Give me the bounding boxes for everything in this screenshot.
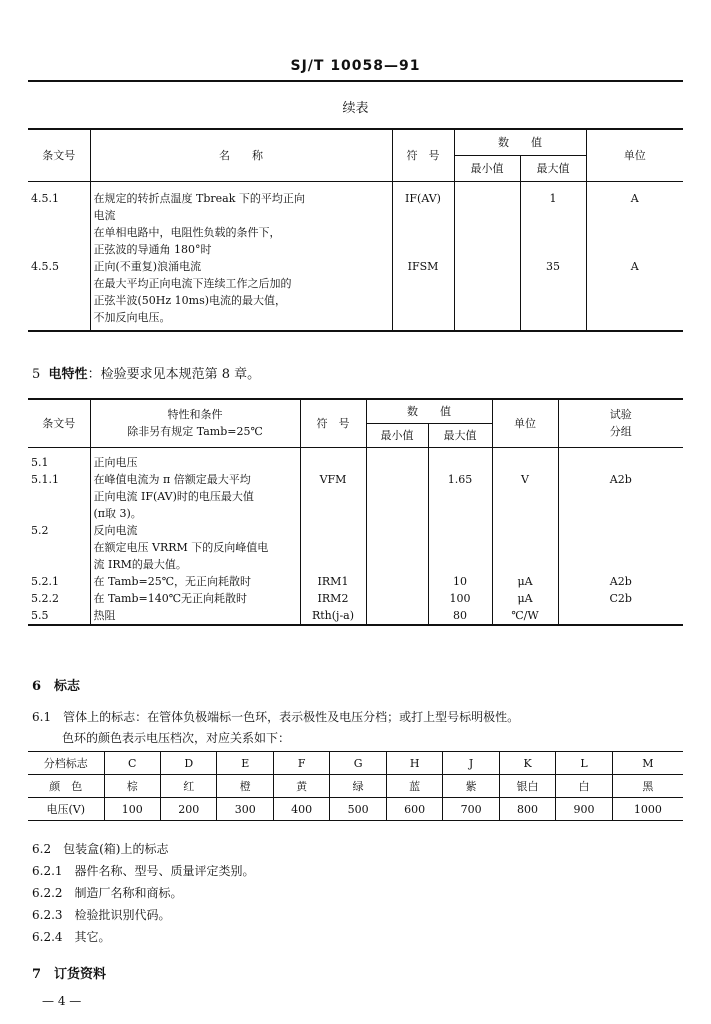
section-7-heading: 7 订货资料 [32, 967, 107, 982]
col-min: 最小值 [366, 423, 428, 447]
rating-table [28, 128, 683, 332]
para-6-2-3: 6.2.3 检验批识别代码。 [32, 908, 171, 922]
col-symbol: 符 号 [392, 129, 454, 181]
table-row: 4.5.1 在规定的转折点温度 Tbreak 下的平均正向 电流 IF(AV) 1 A [28, 181, 683, 224]
col-symbol: 符 号 [300, 399, 366, 447]
page-number: — 4 — [42, 994, 82, 1008]
table-row: 5.1.1 在峰值电流为 π 倍额定最大平均 正向电流 IF(AV)时的电压最大值 (π取 3)。 VFM 1.65 V A2b [28, 471, 683, 522]
col-value: 数 值 [454, 129, 586, 155]
para-6-2-1: 6.2.1 器件名称、型号、质量评定类别。 [32, 864, 255, 878]
color-row: 颜 色 棕 红 橙 黄 绿 蓝 紫 银白 白 黑 [28, 775, 683, 798]
col-max: 最大值 [428, 423, 492, 447]
section-5-heading: 5 电特性：检验要求见本规范第 8 章。 [32, 367, 261, 382]
col-max: 最大值 [520, 155, 586, 181]
grade-row: 分档标志 C D E F G H J K L M [28, 752, 683, 775]
section-6-heading: 6 标志 [32, 679, 81, 694]
color-code-table [28, 751, 683, 821]
para-6-2-2: 6.2.2 制造厂名称和商标。 [32, 886, 183, 900]
table-row: 5.2.2 在 Tamb=140℃无正向耗散时 IRM2 100 μA C2b [28, 590, 683, 607]
continued-label: 续表 [342, 101, 369, 116]
col-clause: 条文号 [28, 129, 90, 181]
voltage-row: 电压(V) 100 200 300 400 500 600 700 800 900 1000 [28, 798, 683, 821]
table-row: 5.2.1 在 Tamb=25℃，无正向耗散时 IRM1 10 μA A2b [28, 573, 683, 590]
para-6-2: 6.2 包装盒(箱)上的标志 [32, 842, 169, 856]
table-row: 4.5.5 正向(不重复)浪涌电流 在最大平均正向电流下连续工作之后加的 正弦半波(50Hz 10ms)电流的最大值， 不加反向电压。 IFSM 35 A [28, 258, 683, 331]
col-unit: 单位 [586, 129, 683, 181]
para-6-2-4: 6.2.4 其它。 [32, 930, 111, 944]
col-conditions: 特性和条件 除非另有规定 Tamb=25℃ [90, 399, 300, 447]
col-min: 最小值 [454, 155, 520, 181]
electrical-table [28, 398, 683, 626]
col-name: 名 称 [90, 129, 392, 181]
standard-number: SJ/T 10058—91 [290, 58, 421, 74]
col-unit: 单位 [492, 399, 558, 447]
para-6-1-cont: 色环的颜色表示电压档次，对应关系如下： [62, 731, 291, 745]
table-row: 5.5 热阻 Rth(j-a) 80 ℃/W [28, 607, 683, 625]
table-row: 5.2 反向电流 在额定电压 VRRM 下的反向峰值电 流 IRM的最大值。 [28, 522, 683, 573]
header-rule [28, 80, 683, 82]
table-row: 5.1 正向电压 [28, 447, 683, 471]
col-clause: 条文号 [28, 399, 90, 447]
col-group: 试验 分组 [558, 399, 683, 447]
para-6-1: 6.1 管体上的标志：在管体负极端标一色环，表示极性及电压分档；或打上型号标明极性。 [32, 710, 520, 724]
col-value: 数 值 [366, 399, 492, 423]
table-row: 在单相电路中，电阻性负载的条件下， 正弦波的导通角 180°时 [28, 224, 683, 258]
